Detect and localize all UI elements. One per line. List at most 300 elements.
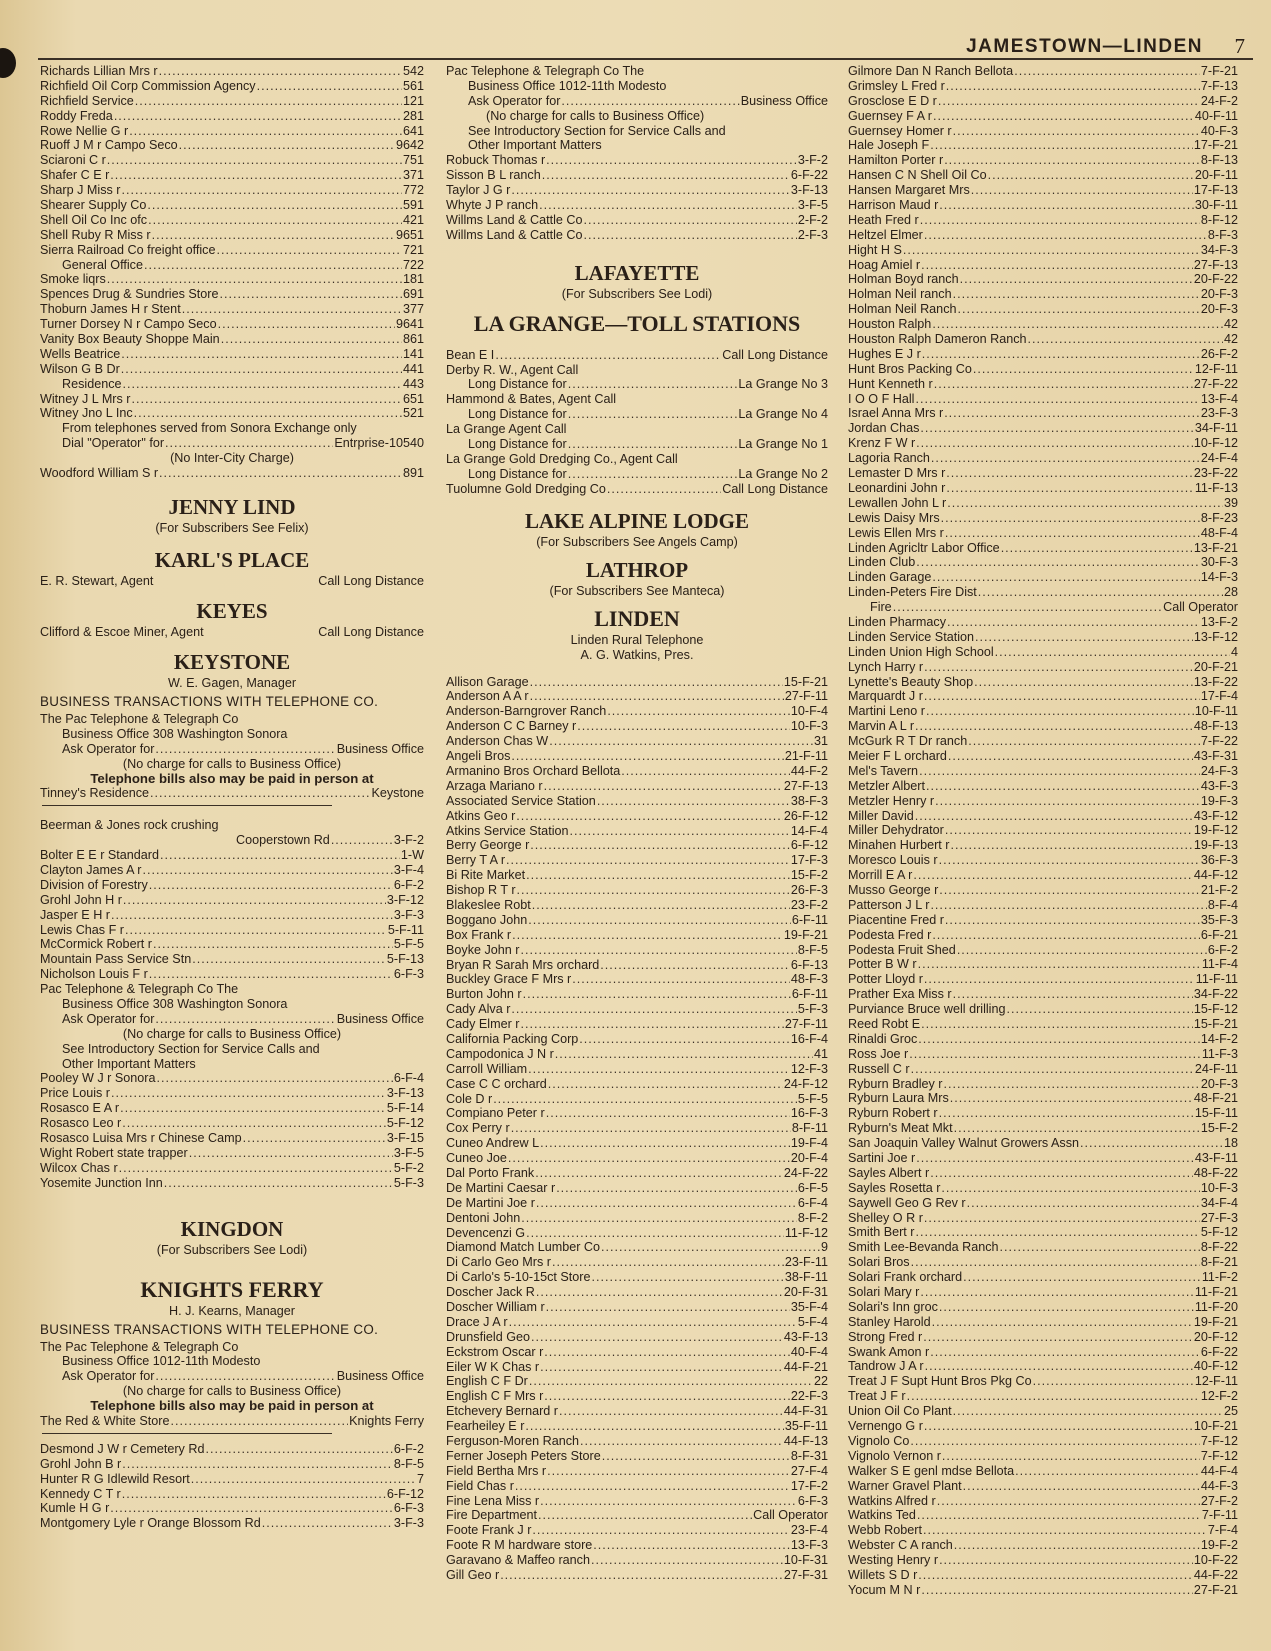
dot-leader <box>122 1457 393 1472</box>
entry-name: Sierra Railroad Co freight office <box>40 242 216 257</box>
dot-leader <box>957 943 1207 958</box>
directory-entry <box>40 258 424 273</box>
dot-leader <box>946 466 1193 481</box>
entry-name: Bishop R T r <box>446 883 516 898</box>
entry-name: Shell Ruby R Miss r <box>40 227 151 242</box>
directory-entry: Hammond & Bates, Agent Call <box>446 392 617 407</box>
directory-entry <box>40 1086 424 1101</box>
directory-entry <box>40 863 424 878</box>
entry-name: Long Distance for <box>468 407 567 422</box>
entry-name: Fire <box>870 600 892 615</box>
dot-leader <box>951 838 1193 853</box>
dot-leader <box>122 1487 386 1502</box>
entry-number: 2-F-3 <box>797 227 828 242</box>
entry-number: 11-F-21 <box>1194 1285 1238 1300</box>
entry-number: 38-F-11 <box>784 1270 828 1285</box>
dot-leader <box>915 392 1199 407</box>
entry-number: 23-F-11 <box>784 1255 828 1270</box>
dot-leader <box>942 1449 1200 1464</box>
entry-name: Roddy Freda <box>40 108 113 123</box>
entry-name: Reed Robt E <box>848 1017 921 1031</box>
entry-name: Wells Beatrice <box>40 346 121 361</box>
entry-number: 20-F-11 <box>1194 168 1238 183</box>
entry-number: 691 <box>402 287 424 302</box>
entry-number: 8-F-3 <box>1207 227 1238 242</box>
entry-name: Fearheiley E r <box>446 1419 525 1434</box>
entry-name: Guernsey F A r <box>848 108 932 123</box>
dot-leader <box>916 1151 1194 1166</box>
directory-entry <box>40 878 424 893</box>
entry-name: Burton John r <box>446 987 522 1002</box>
entry-name: Stanley Harold <box>848 1314 931 1329</box>
entry-name: Hunt Kenneth r <box>848 376 933 391</box>
entry-name: Associated Service Station <box>446 793 596 808</box>
dot-leader <box>121 347 402 362</box>
dot-leader <box>523 987 791 1002</box>
entry-name: Atkins Service Station <box>446 823 569 838</box>
dot-leader <box>1007 1002 1193 1017</box>
bills-note: Telephone bills also may be paid in person at <box>90 1399 374 1414</box>
directory-entry <box>848 79 1238 94</box>
entry-name: Gill Geo r <box>446 1568 500 1583</box>
entry-name: Shafer C E r <box>40 168 110 183</box>
dot-leader <box>917 1508 1201 1523</box>
dot-leader <box>495 348 721 363</box>
dot-leader <box>1033 1374 1194 1389</box>
section-note: (For Subscribers See Felix) <box>155 520 309 535</box>
directory-entry <box>848 972 1238 987</box>
directory-entry <box>446 1553 828 1568</box>
dot-leader <box>570 824 790 839</box>
directory-entry <box>848 1047 1238 1062</box>
directory-entry <box>848 764 1238 779</box>
dot-leader <box>607 482 721 497</box>
dot-leader <box>607 704 790 719</box>
directory-entry <box>40 967 424 982</box>
dot-leader <box>939 883 1200 898</box>
dot-leader <box>134 406 402 421</box>
directory-entry <box>848 1583 1238 1598</box>
entry-number: 16-F-3 <box>790 1106 828 1121</box>
entry-name: Martini Leno r <box>848 704 925 719</box>
directory-entry <box>848 749 1238 764</box>
entry-number: 5-F-3 <box>393 1175 424 1190</box>
entry-number: 48-F-4 <box>1200 525 1238 540</box>
entry-number: 19-F-21 <box>1193 1314 1238 1329</box>
dot-leader <box>542 168 790 183</box>
directory-entry <box>848 541 1238 556</box>
entry-list <box>446 153 828 242</box>
dot-leader <box>932 570 1200 585</box>
directory-entry <box>848 645 1238 660</box>
entry-name: Smith Lee-Bevanda Ranch <box>848 1240 999 1255</box>
directory-entry <box>848 1315 1238 1330</box>
entry-name: Lynch Harry r <box>848 659 924 674</box>
directory-entry <box>446 1389 828 1404</box>
entry-name: Price Louis r <box>40 1086 110 1101</box>
directory-entry <box>446 153 828 168</box>
dot-leader <box>974 675 1193 690</box>
entry-name: Eiler W K Chas r <box>446 1359 540 1374</box>
company-line: Linden Rural Telephone <box>570 632 704 647</box>
entry-number: 27-F-22 <box>1193 376 1238 391</box>
dot-leader <box>592 1270 784 1285</box>
directory-entry <box>446 928 828 943</box>
entry-number: 7-F-11 <box>1201 1508 1238 1523</box>
entry-name: Linden Club <box>848 555 916 570</box>
directory-entry <box>848 1330 1238 1345</box>
entry-name: Fine Lena Miss r <box>446 1493 540 1508</box>
page-number: 7 <box>1234 34 1245 58</box>
dot-leader <box>963 1270 1201 1285</box>
directory-entry <box>446 1106 828 1121</box>
manager-line: W. E. Gagen, Manager <box>167 675 297 690</box>
entry-name: Ryburn Laura Mrs <box>848 1091 949 1106</box>
entry-name: Drunsfield Geo <box>446 1329 530 1344</box>
directory-entry <box>446 1464 828 1479</box>
entry-number: 27-F-13 <box>783 778 828 793</box>
directory-entry <box>848 1211 1238 1226</box>
entry-number: 21-F-11 <box>784 749 828 764</box>
entry-name: Dal Porto Frank <box>446 1165 535 1180</box>
directory-entry <box>446 1077 828 1092</box>
entry-number: 5-F-2 <box>393 1160 424 1175</box>
section-note: (For Subscribers See Angels Camp) <box>536 534 738 549</box>
directory-entry <box>848 1464 1238 1479</box>
dot-leader <box>583 213 796 228</box>
entry-number: 4 <box>1230 644 1238 659</box>
dot-leader <box>144 258 402 273</box>
entry-number: 3-F-4 <box>393 862 424 877</box>
dot-leader <box>916 436 1193 451</box>
entry-number: 17-F-13 <box>1193 183 1238 198</box>
dot-leader <box>971 183 1193 198</box>
dot-leader <box>946 79 1200 94</box>
directory-entry <box>848 1240 1238 1255</box>
dot-leader <box>950 1091 1193 1106</box>
entry-number: La Grange No 2 <box>738 466 828 481</box>
entry-number: 27-F-3 <box>1200 1210 1238 1225</box>
entry-number: 10-F-3 <box>1200 1180 1238 1195</box>
entry-name: Sartini Joe r <box>848 1151 916 1166</box>
entry-number: 441 <box>402 361 424 376</box>
directory-entry <box>848 228 1238 243</box>
entry-number: 27-F-2 <box>1200 1493 1238 1508</box>
entry-name: Anderson C C Barney r <box>446 719 577 734</box>
entry-number: 27-F-4 <box>790 1463 828 1478</box>
directory-entry: Derby R. W., Agent Call <box>446 362 579 377</box>
directory-entry <box>848 436 1238 451</box>
dot-leader <box>919 764 1200 779</box>
directory-entry <box>446 1404 828 1419</box>
directory-entry <box>848 362 1238 377</box>
directory-entry <box>40 952 424 967</box>
directory-entry <box>446 809 828 824</box>
directory-entry <box>848 1106 1238 1121</box>
entry-name: Holman Neil ranch <box>848 287 952 302</box>
entry-name: Atkins Geo r <box>446 808 516 823</box>
dot-leader <box>528 913 791 928</box>
directory-entry: Tinney's Residence ..... Keystone <box>40 786 424 801</box>
directory-entry: Cooperstown Rd ..... 3-F-2 <box>40 833 424 848</box>
no-charge-note: (No charge for calls to Business Office) <box>122 1384 342 1399</box>
entry-name: Mountain Pass Service Stn <box>40 952 192 967</box>
dot-leader <box>221 332 402 347</box>
dot-leader <box>549 734 813 749</box>
dot-leader <box>893 600 1162 615</box>
entry-name: Devencenzi G <box>446 1225 526 1240</box>
entry-name: Yosemite Junction Inn <box>40 1175 163 1190</box>
entry-number: 43-F-3 <box>1200 778 1238 793</box>
dot-leader <box>1080 1136 1223 1151</box>
entry-name: Israel Anna Mrs r <box>848 406 944 421</box>
entry-name: Nicholson Louis F r <box>40 967 148 982</box>
directory-entry <box>848 64 1238 79</box>
directory-entry <box>848 883 1238 898</box>
dot-leader <box>915 719 1193 734</box>
entry-name: Hale Joseph F <box>848 138 930 153</box>
section-note: (For Subscribers See Lodi) <box>561 286 713 301</box>
entry-number: Call Long Distance <box>722 347 828 362</box>
entry-number: 20-F-21 <box>1193 659 1238 674</box>
entry-name: Solari Mary r <box>848 1285 920 1300</box>
entry-number: 421 <box>402 212 424 227</box>
directory-entry <box>848 898 1238 913</box>
dot-leader <box>526 868 790 883</box>
directory-entry <box>848 1359 1238 1374</box>
directory-entry <box>848 675 1238 690</box>
entry-name: Di Carlo Geo Mrs r <box>446 1255 551 1270</box>
entry-name: Holman Boyd ranch <box>848 272 959 287</box>
entry-number: 3-F-5 <box>393 1145 424 1160</box>
entry-number: 11-F-4 <box>1201 957 1238 972</box>
entry-name: Rowe Nellie G r <box>40 123 129 138</box>
directory-entry <box>848 1404 1238 1419</box>
directory-entry: Beerman & Jones rock crushing <box>40 818 219 833</box>
dot-leader <box>538 1508 752 1523</box>
entry-number: 44-F-21 <box>783 1359 828 1374</box>
dot-leader <box>122 1116 386 1131</box>
dot-leader <box>540 1360 783 1375</box>
directory-entry <box>446 198 828 213</box>
entry-name: McGurk R T Dr ranch <box>848 734 968 749</box>
directory-entry: Woodford William S r ..... 891 <box>40 466 424 481</box>
entry-name: English C F Dr <box>446 1374 528 1389</box>
entry-name: Carroll William <box>446 1061 528 1076</box>
entry-number: 22 <box>813 1374 828 1389</box>
entry-number: 17-F-3 <box>790 853 828 868</box>
entry-name: Cady Alva r <box>446 1002 511 1017</box>
entry-name: Boggano John <box>446 912 528 927</box>
entry-number: 121 <box>402 93 424 108</box>
entry-number: 24-F-4 <box>1200 451 1238 466</box>
entry-list <box>848 64 1238 1598</box>
section-heading-lafayette: LAFAYETTE <box>574 260 700 285</box>
directory-entry <box>446 689 828 704</box>
entry-name: Heath Fred r <box>848 212 919 227</box>
dot-leader <box>958 302 1200 317</box>
no-charge-note: (No charge for calls to Business Office) <box>486 108 705 123</box>
directory-entry <box>446 734 828 749</box>
directory-entry <box>848 1225 1238 1240</box>
directory-entry <box>848 1568 1238 1583</box>
entry-number: 48-F-22 <box>1193 1165 1238 1180</box>
entry-name: Sayles Rosetta r <box>848 1180 941 1195</box>
entry-number: 19-F-4 <box>790 1136 828 1151</box>
dot-leader <box>1028 332 1223 347</box>
dot-leader <box>164 1176 393 1191</box>
dot-leader <box>152 228 395 243</box>
entry-name: Vanity Box Beauty Shoppe Main <box>40 332 220 347</box>
directory-entry <box>848 183 1238 198</box>
entry-name: Hansen Margaret Mrs <box>848 183 970 198</box>
dot-leader <box>568 407 738 422</box>
directory-entry <box>40 1457 424 1472</box>
dot-leader <box>121 183 402 198</box>
directory-entry <box>446 1508 828 1523</box>
entry-name: Russell C r <box>848 1061 910 1076</box>
entry-name: Hight H S <box>848 242 902 257</box>
entry-number: 6-F-22 <box>1200 1344 1238 1359</box>
entry-name: Piacentine Fred r <box>848 912 944 927</box>
entry-name: Berry T A r <box>446 853 506 868</box>
no-charge-note: (No charge for calls to Business Office) <box>122 756 342 771</box>
entry-number: 3-F-15 <box>386 1130 424 1145</box>
entry-name: Richfield Service <box>40 93 134 108</box>
dot-leader <box>948 749 1193 764</box>
entry-number: 26-F-12 <box>783 808 828 823</box>
entry-number: 8-F-12 <box>1200 212 1238 227</box>
entry-number: 13-F-22 <box>1193 674 1238 689</box>
directory-entry <box>40 243 424 258</box>
entry-number: 443 <box>402 376 424 391</box>
column-3 <box>848 64 1238 1598</box>
dot-leader <box>924 228 1207 243</box>
dot-leader <box>119 1161 393 1176</box>
directory-entry <box>446 168 828 183</box>
dot-leader <box>123 377 402 392</box>
dot-leader <box>924 660 1193 675</box>
entry-number: 9 <box>820 1240 828 1255</box>
dot-leader <box>939 853 1200 868</box>
directory-entry <box>848 1002 1238 1017</box>
entry-name: Ruoff J M r Campo Seco <box>40 138 178 153</box>
entry-name: Watkins Alfred r <box>848 1493 936 1508</box>
entry-name: Ryburn Bradley r <box>848 1076 943 1091</box>
entry-name: Webster C A ranch <box>848 1538 953 1553</box>
entry-name: Arzaga Mariano r <box>446 778 543 793</box>
entry-number: 5-F-13 <box>386 952 424 967</box>
section-heading-lake-alpine-lodge: LAKE ALPINE LODGE <box>524 508 750 533</box>
dot-leader <box>1000 1240 1200 1255</box>
entry-name: Division of Forestry <box>40 877 148 892</box>
dot-leader <box>580 1434 783 1449</box>
directory-entry <box>40 1116 424 1131</box>
directory-entry <box>848 1553 1238 1568</box>
directory-entry <box>848 421 1238 436</box>
directory-entry <box>40 272 424 287</box>
entry-name: Cuneo Joe <box>446 1151 507 1166</box>
entry-name: Potter Lloyd r <box>848 972 923 987</box>
directory-entry <box>446 1002 828 1017</box>
dot-leader <box>930 898 1206 913</box>
entry-name: Buckley Grace F Mrs r <box>446 972 572 987</box>
directory-entry <box>40 332 424 347</box>
entry-number: 5-F-11 <box>387 922 424 937</box>
entry-number: 15-F-11 <box>1194 1106 1238 1121</box>
entry-name: Potter B W r <box>848 957 917 972</box>
dot-leader <box>921 1017 1193 1032</box>
entry-number: 15-F-21 <box>1193 1017 1238 1031</box>
entry-number: 7-F-4 <box>1207 1523 1238 1538</box>
dot-leader <box>963 1479 1200 1494</box>
dot-leader <box>931 451 1200 466</box>
entry-number: 8-F-5 <box>393 1456 424 1471</box>
dot-leader <box>548 1077 783 1092</box>
directory-entry <box>848 198 1238 213</box>
entry-name: Walker S E genl mdse Bellota <box>848 1463 1015 1478</box>
entry-number: 20-F-3 <box>1200 1076 1238 1091</box>
entry-name: Thoburn James H r Stent <box>40 302 181 317</box>
entry-name: Richards Lillian Mrs r <box>40 64 158 78</box>
entry-name: Doscher William r <box>446 1300 545 1314</box>
entry-name: Miller Dehydrator <box>848 823 944 838</box>
directory-entry <box>848 1270 1238 1285</box>
directory-entry <box>446 1449 828 1464</box>
entry-number: La Grange No 4 <box>738 407 828 422</box>
directory-entry <box>40 1442 424 1457</box>
directory-entry <box>848 913 1238 928</box>
entry-name: Miller David <box>848 808 914 823</box>
entry-name: Lemaster D Mrs r <box>848 466 946 481</box>
entry-number: 10-F-31 <box>783 1553 828 1568</box>
directory-entry <box>848 630 1238 645</box>
dot-leader <box>520 1017 783 1032</box>
directory-entry <box>848 1121 1238 1136</box>
entry-name: Vignolo Co <box>848 1433 910 1448</box>
directory-entry <box>848 615 1238 630</box>
dot-leader <box>921 258 1193 273</box>
entry-number: 8-F-13 <box>1200 153 1238 168</box>
directory-entry <box>446 482 828 497</box>
dot-leader <box>132 392 402 407</box>
entry-number: 521 <box>402 406 424 421</box>
directory-entry <box>446 467 828 482</box>
dot-leader <box>528 1062 790 1077</box>
dot-leader <box>530 689 784 704</box>
dot-leader <box>939 1106 1194 1121</box>
entry-number: 35-F-3 <box>1200 912 1238 927</box>
directory-entry <box>446 883 828 898</box>
entry-number: 7-F-22 <box>1200 734 1238 749</box>
dot-leader <box>521 943 797 958</box>
directory-entry <box>40 153 424 168</box>
entry-name: Vignolo Vernon r <box>848 1448 941 1463</box>
entry-name: Residence <box>62 376 122 391</box>
entry-number: 17-F-21 <box>1193 138 1238 153</box>
dot-leader <box>511 1002 797 1017</box>
sonora-note: From telephones served from Sonora Exchange only <box>62 421 357 436</box>
directory-entry <box>446 958 828 973</box>
dot-leader <box>147 198 402 213</box>
directory-entry <box>848 1419 1238 1434</box>
entry-name: Houston Ralph Dameron Ranch <box>848 332 1027 347</box>
entry-name: Drace J A r <box>446 1314 508 1329</box>
directory-entry <box>446 1196 828 1211</box>
dot-leader <box>932 1315 1193 1330</box>
entry-name: Compiano Peter r <box>446 1106 545 1121</box>
directory-entry <box>446 749 828 764</box>
